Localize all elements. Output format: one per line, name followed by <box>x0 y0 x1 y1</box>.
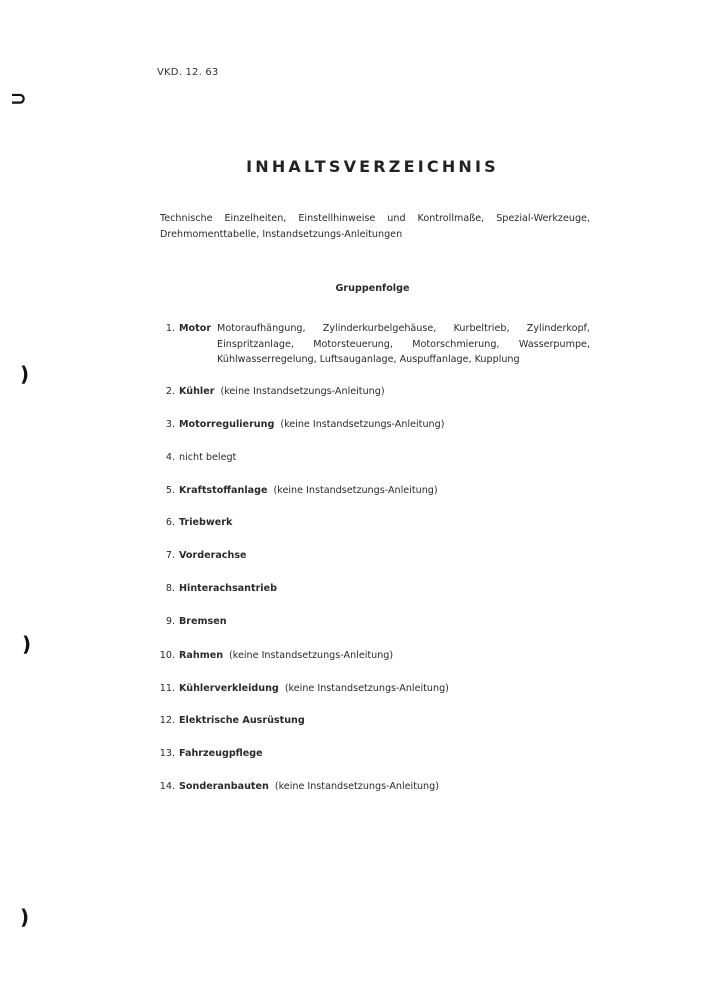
group-number: 5. <box>165 485 175 496</box>
punch-hole-mark: ) <box>22 632 32 656</box>
group-number: 8. <box>165 583 175 594</box>
group-note: (keine Instandsetzungs-Anleitung) <box>273 485 438 496</box>
group-note: (keine Instandsetzungs-Anleitung) <box>280 419 445 430</box>
group-item <box>150 681 590 697</box>
page-title: INHALTSVERZEICHNIS <box>246 157 499 176</box>
group-label: Kraftstoffanlage <box>179 485 268 496</box>
group-label: Elektrische Ausrüstung <box>179 715 305 726</box>
group-item <box>150 483 590 499</box>
section-heading: Gruppenfolge <box>335 283 410 294</box>
group-number: 9. <box>165 616 175 627</box>
group-label: Kühlerverkleidung <box>179 683 279 694</box>
group-item <box>150 614 590 630</box>
group-number: 1. <box>165 323 175 334</box>
group-item <box>150 746 590 762</box>
group-note: Motoraufhängung, Zylinderkurbelgehäuse, Kurbeltrieb, Zylinderkopf, Einspritzanlage, Motorsteuerung, Motorschmierung, Wasserpumpe, Kühlwasserregelung, Luftsauganlage, Auspuffanlage, Kupplung <box>217 323 590 365</box>
group-note: (keine Instandsetzungs-Anleitung) <box>274 781 439 792</box>
group-note: (keine Instandsetzungs-Anleitung) <box>229 650 394 661</box>
group-label: Motorregulierung <box>179 419 275 430</box>
group-label: Fahrzeugpflege <box>179 748 263 759</box>
group-label: Rahmen <box>179 650 224 661</box>
group-note: (keine Instandsetzungs-Anleitung) <box>220 386 385 397</box>
group-note: (keine Instandsetzungs-Anleitung) <box>284 683 449 694</box>
group-number: 3. <box>165 419 175 430</box>
group-number: 14. <box>159 781 175 792</box>
group-label: Sonderanbauten <box>179 781 269 792</box>
group-number: 12. <box>159 715 175 726</box>
group-item <box>150 779 590 795</box>
group-label: Triebwerk <box>179 517 233 528</box>
group-label: Kühler <box>179 386 215 397</box>
group-label: Bremsen <box>179 616 227 627</box>
group-number: 7. <box>165 550 175 561</box>
group-item <box>150 515 590 531</box>
punch-hole-mark: ) <box>20 362 30 386</box>
group-number: 11. <box>159 683 175 694</box>
punch-hole-mark: ⊃ <box>10 86 27 110</box>
group-label: Motor <box>179 323 212 334</box>
punch-hole-mark: ) <box>20 905 30 929</box>
group-item <box>150 384 590 400</box>
group-item <box>150 417 590 433</box>
group-label: Hinterachsantrieb <box>179 583 277 594</box>
group-item <box>150 648 590 664</box>
group-number: 13. <box>159 748 175 759</box>
group-item <box>150 450 590 466</box>
group-note: nicht belegt <box>179 452 237 463</box>
group-number: 2. <box>165 386 175 397</box>
group-number: 10. <box>159 650 175 661</box>
group-item <box>150 548 590 564</box>
group-item <box>150 713 590 729</box>
document-reference: VKD. 12. 63 <box>157 67 219 78</box>
group-number: 4. <box>165 452 175 463</box>
group-number: 6. <box>165 517 175 528</box>
intro-text: Technische Einzelheiten, Einstellhinweise und Kontrollmaße, Spezial-Werkzeuge, Drehmomenttabelle, Instandsetzungs-Anleitungen <box>160 213 590 240</box>
group-label: Vorderachse <box>179 550 247 561</box>
group-item <box>150 581 590 597</box>
group-item <box>150 321 590 368</box>
